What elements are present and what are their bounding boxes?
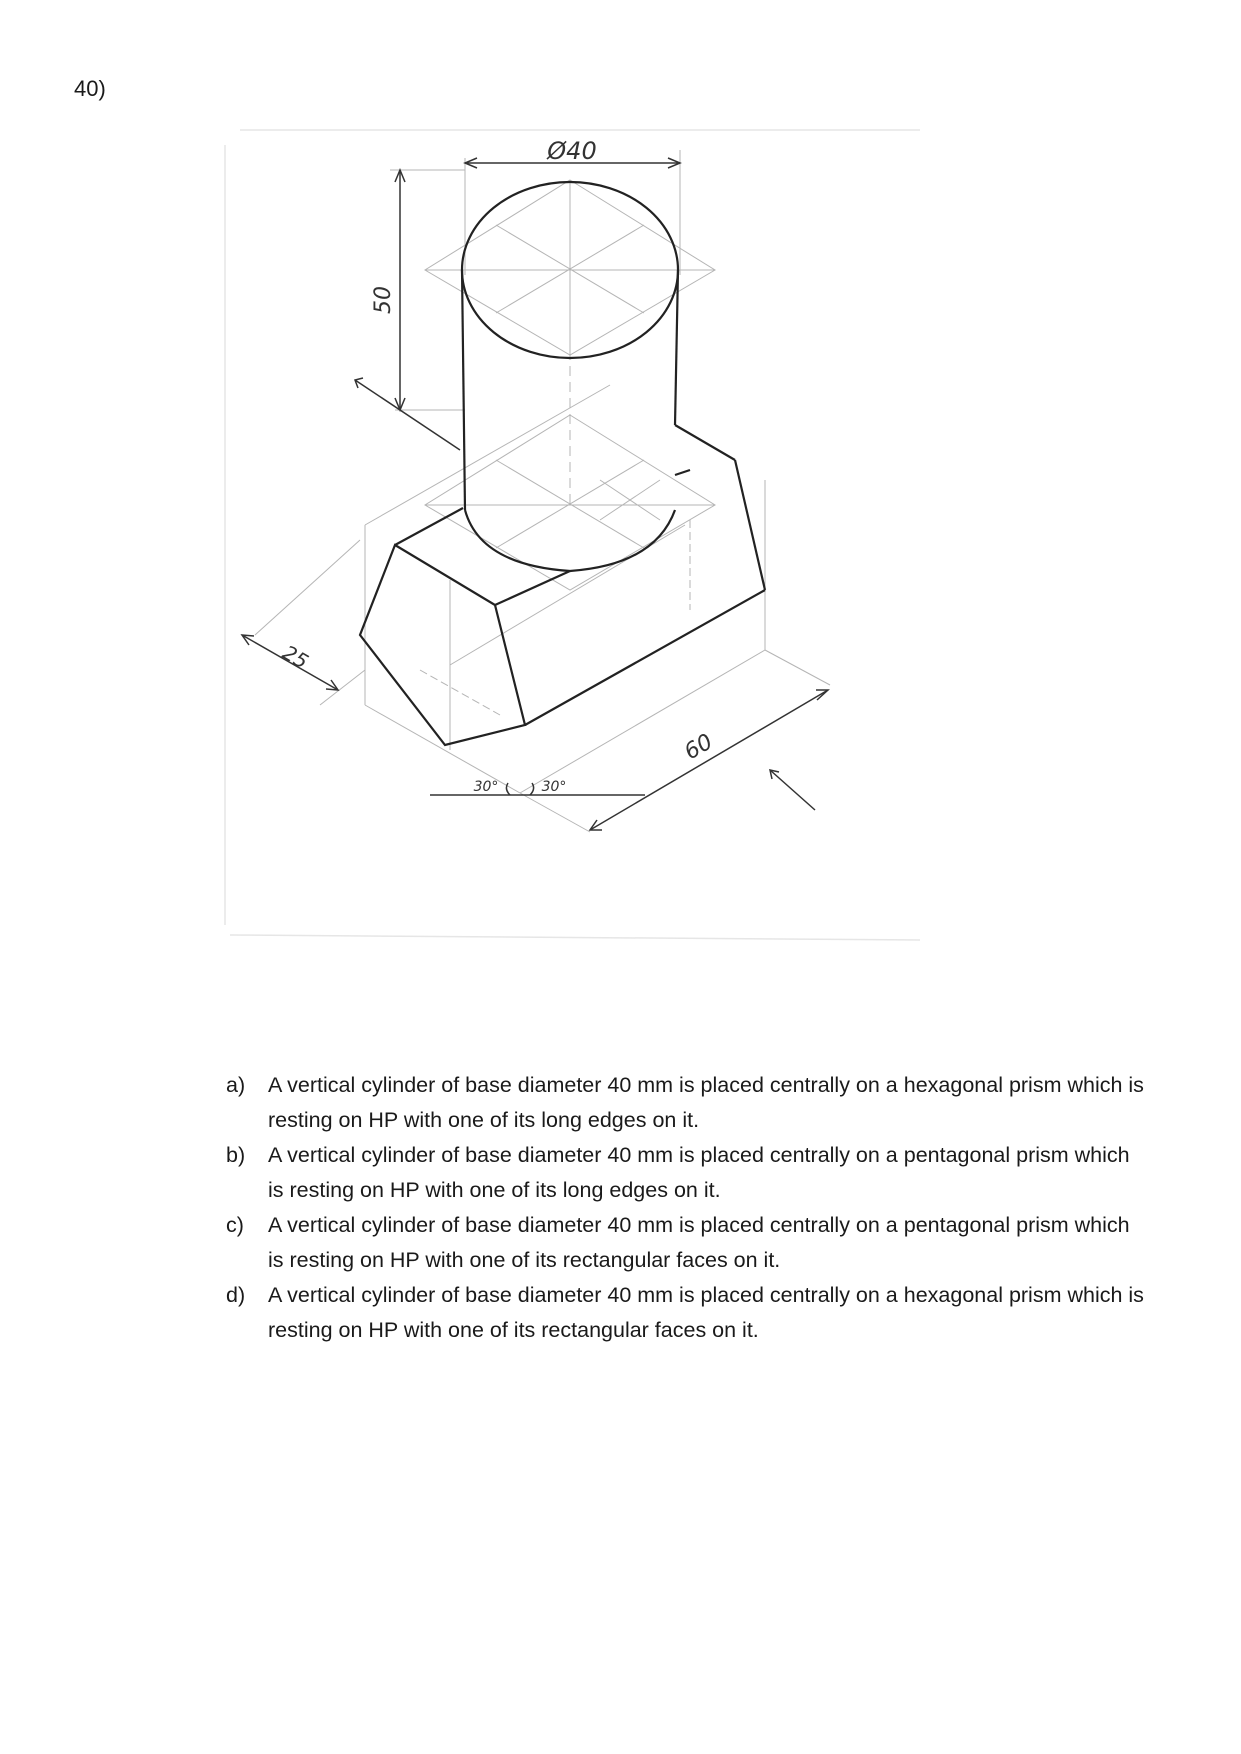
length-label: 60 <box>680 729 718 766</box>
drawing-canvas <box>220 125 940 945</box>
angle-left-label: 30° <box>473 779 499 795</box>
option-marker: d) <box>226 1283 246 1307</box>
diameter-label: Ø40 <box>547 137 597 165</box>
isometric-drawing <box>220 125 940 945</box>
option-text: A vertical cylinder of base diameter 40 mm is placed centrally on a hexagonal prism which is resting on HP with one of its rectangular faces on it. <box>268 1283 1144 1342</box>
option-marker: a) <box>226 1073 246 1097</box>
option-text: A vertical cylinder of base diameter 40 mm is placed centrally on a hexagonal prism which is resting on HP with one of its long edges on it. <box>268 1073 1144 1132</box>
angle-right-label: 30° <box>541 779 567 795</box>
dimension-lines <box>242 158 828 830</box>
answer-options <box>226 1068 1146 1348</box>
height-label: 50 <box>371 286 396 314</box>
paper-border <box>225 130 920 940</box>
option-text: A vertical cylinder of base diameter 40 mm is placed centrally on a pentagonal prism which is resting on HP with one of its long edges on it. <box>268 1143 1130 1202</box>
option-b <box>226 1138 1146 1208</box>
width-label: 25 <box>278 640 313 674</box>
question-number: 40) <box>74 76 106 101</box>
construction-lines <box>255 150 830 832</box>
hexagonal-prism <box>360 425 765 745</box>
option-marker: b) <box>226 1143 246 1167</box>
option-text: A vertical cylinder of base diameter 40 mm is placed centrally on a pentagonal prism which is resting on HP with one of its rectangular faces on it. <box>268 1213 1130 1272</box>
option-a <box>226 1068 1146 1138</box>
option-d <box>226 1278 1146 1348</box>
option-c <box>226 1208 1146 1278</box>
option-marker: c) <box>226 1213 244 1237</box>
